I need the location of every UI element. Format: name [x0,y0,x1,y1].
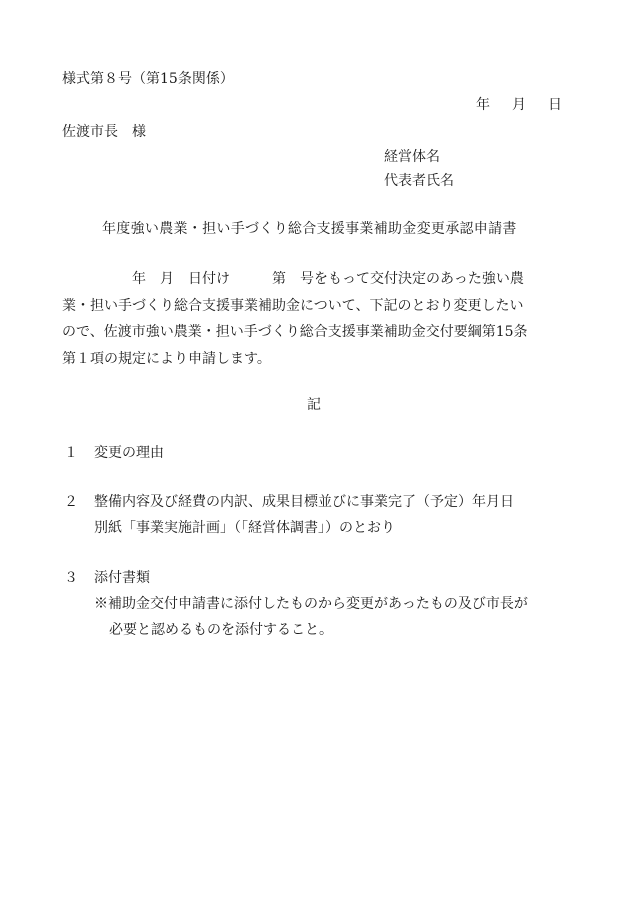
item-3 [64,565,528,643]
form-number: 様式第８号（第15条関係） [62,71,234,87]
addressee: 佐渡市長 様 [62,124,146,140]
entity-name-label: 経営体名 [384,149,440,165]
body-line: 第１項の規定により申請します。 [62,350,271,367]
item-2 [64,489,514,541]
body-line: ので、佐渡市強い農業・担い手づくり総合支援事業補助金交付要綱第15条 [62,324,528,340]
item-number: １ [64,445,78,461]
date-month-label: 月 [512,97,526,113]
ki-heading: 記 [307,397,321,413]
body-paragraph [62,266,572,372]
date-line [476,94,562,114]
item-text: 変更の理由 [94,445,164,461]
date-year-label: 年 [476,97,490,113]
item-text: 添付書類 [94,570,150,586]
item-subtext: 別紙「事業実施計画」（「経営体調書」）のとおり [94,520,395,536]
item-subtext-continued: 必要と認めるものを添付すること。 [109,622,333,638]
representative-label: 代表者氏名 [384,173,454,189]
applicant-block [384,145,454,193]
item-1 [64,440,164,466]
item-number: ２ [64,494,78,510]
body-line: 年 月 日付け 第 号をもって交付決定のあった強い農 [62,271,524,287]
item-subtext: ※補助金交付申請書に添付したものから変更があったもの及び市長が [94,596,528,612]
date-day-label: 日 [548,97,562,113]
item-text: 整備内容及び経費の内訳、成果目標並びに事業完了（予定）年月日 [94,494,514,510]
document-title: 年度強い農業・担い手づくり総合支援事業補助金変更承認申請書 [102,221,517,237]
body-line: 業・担い手づくり総合支援事業補助金について、下記のとおり変更したい [62,297,524,314]
item-number: ３ [64,570,78,586]
